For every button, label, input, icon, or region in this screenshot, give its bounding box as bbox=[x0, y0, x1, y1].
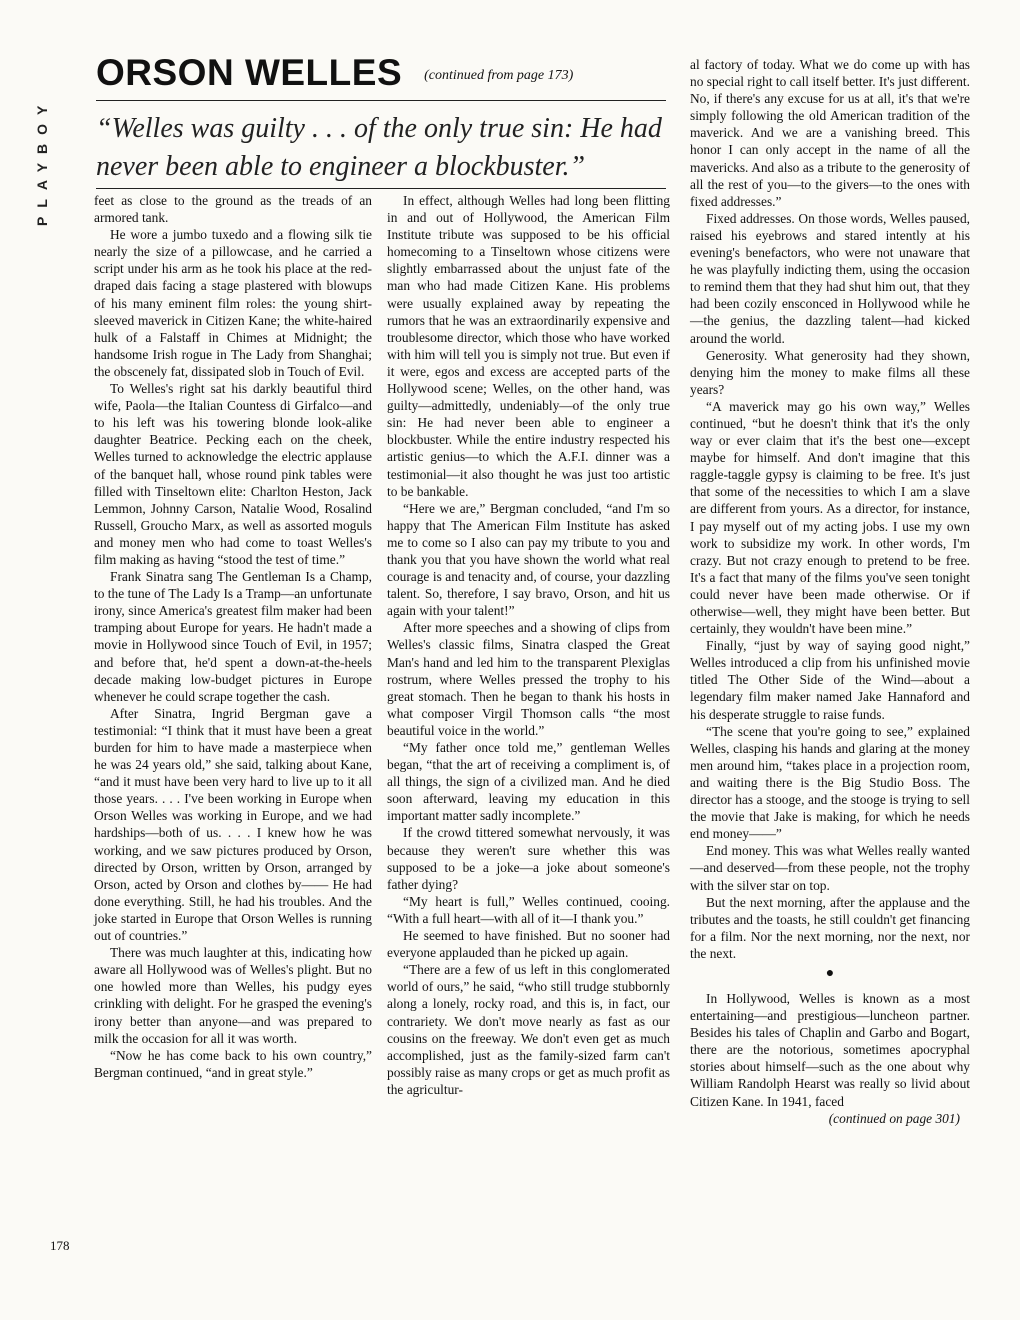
text-column-3 bbox=[690, 56, 970, 1127]
paragraph: In effect, although Welles had long been flitting in and out of Hollywood, the American Film Institute tribute was supposed to be his official homecoming to a Tinseltown whose citizens were slightly embarrassed about the unjust fate of the man who had made Citizen Kane. His problems were usually explained away by repeating the rumors that he was an extraordinarily expensive and troublesome director, which those who have worked with him will tell you is simply not true. But even if it were, egos and excess are accepted parts of the Hollywood scene; Welles, on the other hand, was guilty—admittedly, undeniably—of the only true sin: He had never been able to engineer a blockbuster. While the entire industry respected his artistic genius—to which the A.F.I. dinner was a testimonial—it also thought he was just too artistic to be bankable. bbox=[387, 193, 670, 499]
paragraph: He wore a jumbo tuxedo and a flowing silk tie nearly the size of a pillowcase, and he carried a script under his arm as he took his place at the red-draped dais facing a stage plastered with blowups of his many eminent film roles: the young shirt-sleeved maverick in Citizen Kane; the white-haired hulk of a Falstaff in Chimes at Midnight; the handsome Irish rogue in The Lady from Shanghai; the obscenely fat, dissipated slob in Touch of Evil. bbox=[94, 227, 372, 379]
section-break-bullet: ● bbox=[825, 965, 835, 981]
paragraph: Generosity. What generosity had they shown, denying him the money to make films all these years? bbox=[690, 347, 970, 397]
magazine-masthead: PLAYBOY bbox=[34, 96, 50, 226]
paragraph: After more speeches and a showing of clips from Welles's classic films, Sinatra clasped the Great Man's hand and led him to the transparent Plexiglas rostrum, where Welles pressed the trophy to his great stomach. Then he began to thank his hosts in what composer Virgil Thomson calls “the most beautiful voice in the world.” bbox=[387, 620, 670, 738]
paragraph: Frank Sinatra sang The Gentleman Is a Champ, to the tune of The Lady Is a Tramp—an unfortunate irony, since America's greatest film maker had been tramping about Europe for years. He hadn't made a movie in Hollywood since Touch of Evil, in 1957; and before that, he'd spent a down-at-the-heels decade making low-budget pictures in Europe whenever he could scrape together the cash. bbox=[94, 569, 372, 704]
text-column-2 bbox=[387, 192, 670, 1098]
paragraph: “My father once told me,” gentleman Welles began, “that the art of receiving a compliment is, of all things, the sign of a civilized man. And he died soon afterward, leaving my education in this important matter sadly incomplete.” bbox=[387, 740, 670, 824]
paragraph: After Sinatra, Ingrid Bergman gave a testimonial: “I think that it must have been a great burden for him to have made a masterpiece when he was 24 years old,” she said, talking about Kane, “and it must have been very hard to live up to it all those years. . . . I've been working in Europe when Orson Welles was working in Europe, and we had hardships—both of us. . . . I knew how he was working, and we saw pictures produced by Orson, directed by Orson, written by Orson, arranged by Orson, acted by Orson and clothes by—— He had done everything. Still, he had his troubles. And the joke started in Europe that Orson Welles is running out of countries.” bbox=[94, 705, 372, 944]
paragraph: Fixed addresses. On those words, Welles paused, raised his eyebrows and stared intently at his evening's benefactors, who were not unaware that he was playfully indicting them, using the occasion to remind them that they had shut him out, that they had been cozily ensconced in Hollywood while he—the genius, the dazzling talent—had kicked around the world. bbox=[690, 210, 970, 346]
paragraph: “My heart is full,” Welles continued, cooing. “With a full heart—with all of it—I thank you.” bbox=[387, 893, 670, 926]
bottom-rule bbox=[96, 188, 666, 189]
article-title: ORSON WELLES bbox=[96, 52, 403, 93]
top-rule bbox=[96, 100, 666, 101]
paragraph: “A maverick may go his own way,” Welles continued, “but he doesn't think that it's the only way or ever claim that it's the best one—except maybe for himself. And don't imagine that this raggle-taggle gypsy is claiming to be free. It's just that some of the necessities to which I am a slave are different from yours. As a director, for instance, I pay myself out of my acting jobs. I use my own work to subsidize my work. In other words, I'm crazy. But not crazy enough to pretend to be free. It's a fact that many of the films you've seen tonight could never have been made otherwise. Or if otherwise—well, they might have been better. But certainly, they wouldn't have been mine.” bbox=[690, 398, 970, 637]
paragraph: “There are a few of us left in this conglomerated world of ours,” he said, “who still trudge stubbornly along a lonely, rocky road, and this is, in fact, our contrariety. We don't move nearly as fast as our cousins on the freeway. We don't even get as much accomplished, just as the family-sized farm can't possibly raise as many crops or get as much profit as the agricultur- bbox=[387, 962, 670, 1097]
text-column-1 bbox=[94, 192, 372, 1081]
paragraph: “The scene that you're going to see,” explained Welles, clasping his hands and glaring at the money men around him, “takes place in a projection room, and waiting there is the Big Studio Boss. The director has a stooge, and the stooge is trying to sell the movie that Jake is making, for which he needs end money——” bbox=[690, 723, 970, 842]
paragraph: feet as close to the ground as the treads of an armored tank. bbox=[94, 193, 372, 226]
paragraph: End money. This was what Welles really wanted—and deserved—from these people, not the trophy with the silver star on top. bbox=[690, 843, 970, 893]
article-header bbox=[96, 52, 666, 94]
paragraph: In Hollywood, Welles is known as a most entertaining—and prestigious—luncheon partner. Besides his tales of Chaplin and Garbo and Bogart, there are the notorious, sometimes apocryphal stories about himself—such as the one about why William Randolph Hearst was really so livid about Citizen Kane. In 1941, faced bbox=[690, 990, 970, 1109]
continued-on-note: (continued on page 301) bbox=[828, 1110, 960, 1126]
paragraph: “Now he has come back to his own country,” Bergman continued, “and in great style.” bbox=[94, 1047, 372, 1080]
paragraph: He seemed to have finished. But no sooner had everyone applauded than he picked up again. bbox=[387, 928, 670, 961]
paragraph: Finally, “just by way of saying good night,” Welles introduced a clip from his unfinished movie titled The Other Side of the Wind—about a legendary film maker named Jake Hannaford and his desperate struggle to raise funds. bbox=[690, 638, 970, 722]
continued-from-note: (continued from page 173) bbox=[424, 68, 574, 83]
paragraph: There was much laughter at this, indicating how aware all Hollywood was of Welles's plight. But no one howled more than Welles, his pudgy eyes crinkling with delight. For he grasped the evening's irony better than anyone—and was prepared to milk the occasion for all it was worth. bbox=[94, 945, 372, 1046]
paragraph: To Welles's right sat his darkly beautiful third wife, Paola—the Italian Countess di Girfalco—and to his left was his towering blonde look-alike daughter Beatrice. Pecking each on the cheek, Welles turned to acknowledge the electric applause of the banquet hall, whose round pink tables were filled with Tinseltown elite: Charlton Heston, Jack Lemmon, Johnny Carson, Natalie Wood, Rosalind Russell, Groucho Marx, as well as assorted moguls and money men who had come to toast Welles's film making as having “stood the test of time.” bbox=[94, 381, 372, 567]
paragraph: If the crowd tittered somewhat nervously, it was because they weren't sure whether this was supposed to be a joke—a joke about someone's father dying? bbox=[387, 825, 670, 892]
paragraph: But the next morning, after the applause and the tributes and the toasts, he still couldn't get financing for a film. Nor the next morning, nor the next, nor the next. bbox=[690, 894, 970, 961]
pull-quote: “Welles was guilty . . . of the only true sin: He had never been able to engineer a blockbuster.” bbox=[96, 113, 662, 182]
page-number: 178 bbox=[50, 1238, 70, 1253]
paragraph: “Here we are,” Bergman concluded, “and I'm so happy that The American Film Institute has asked me to come so I also can pay my tribute to you and thank you that you have shown the world what real courage is and tenacity and, of course, your dazzling talent. So, therefore, I say bravo, Orson, and hit us again with your talent!” bbox=[387, 500, 670, 619]
paragraph: al factory of today. What we do come up with has no special right to call itself better. It's just different. No, if there's any excuse for us at all, it's that we're simply following the old American tradition of the maverick. And we are a vanishing breed. This honor I can only accept in the name of all the mavericks. And also as a tribute to the generosity of all the rest of you—to the givers—to the ones with fixed addresses.” bbox=[690, 57, 970, 209]
